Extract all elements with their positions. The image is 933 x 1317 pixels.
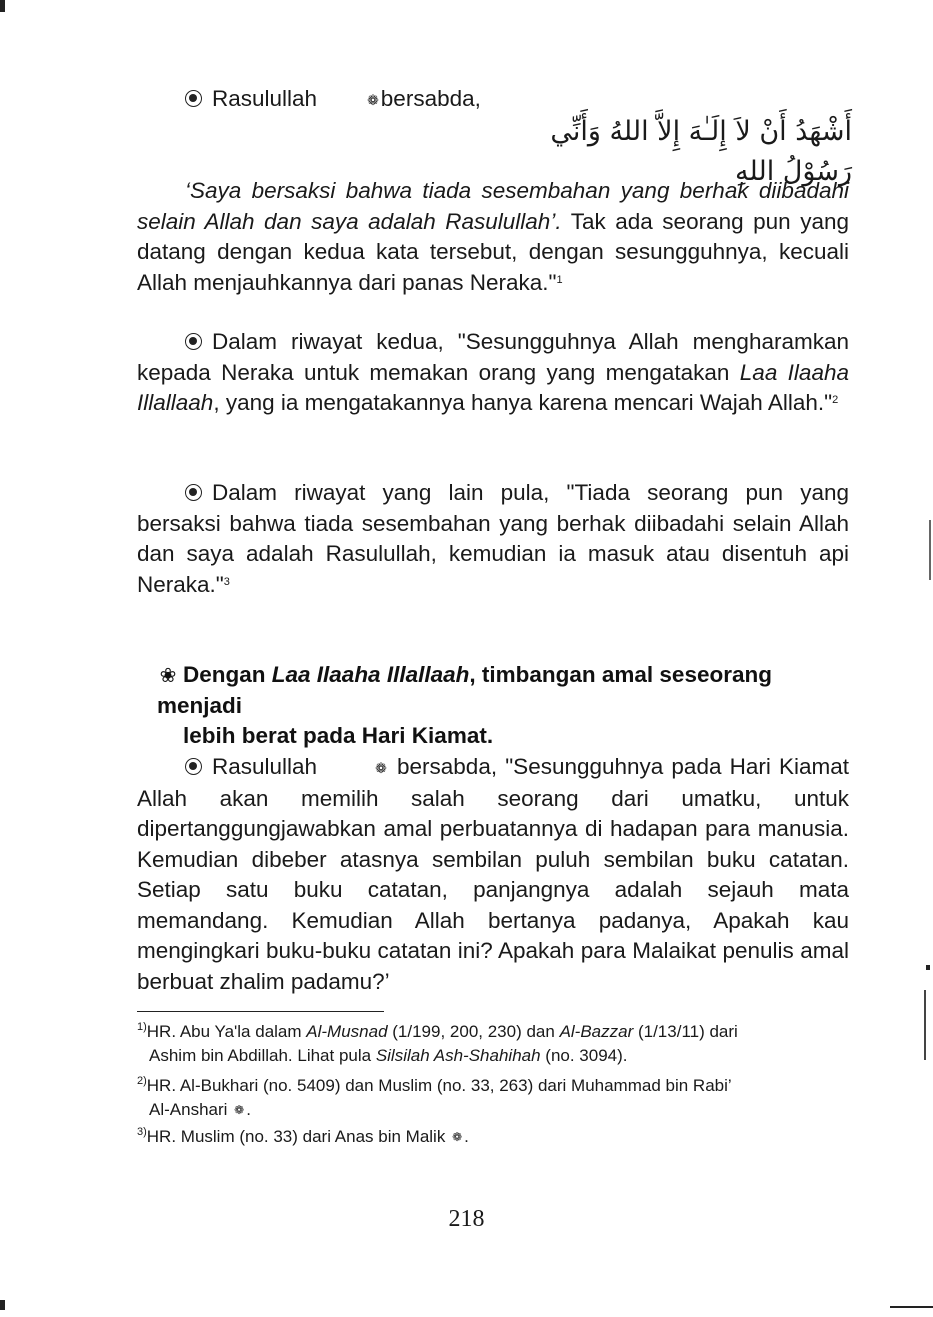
saw-honorific-icon: ❁ [375, 760, 387, 776]
paragraph-text: Tak ada seorang pun yang datang dengan kedua kata tersebut, dengan sesungguhnya, kecuali Allah menjauhkannya dari panas Neraka." [137, 208, 850, 295]
heading-italic: Laa Ilaaha Illallaah [271, 662, 470, 687]
paragraph-text: , yang ia mengatakannya hanya karena mencari Wajah Allah." [213, 390, 833, 415]
scan-mark [890, 1306, 933, 1308]
saw-honorific-icon: ❁ [367, 92, 379, 108]
arabic-shahada: أَشْهَدُ أَنْ لاَ إِلَـٰهَ إِلاَّ اللهُ وَأَنِّي رَسُوْلُ اللهِ [550, 116, 852, 187]
paragraph-shahada-translation [137, 176, 849, 298]
bullet-icon [185, 758, 202, 775]
footnote-divider [137, 1011, 384, 1012]
radhiyallahu-honorific-icon: ❁ [234, 1103, 245, 1117]
footnote-2: $^{2)}$HR. Al-Bukhari (no. 5409) dan Muslim (no. 33, 263) dari Muhammad bin Rabi’ Al-Anshari ❁ . [137, 1074, 852, 1122]
footnote-ref: 3 [223, 575, 230, 588]
paragraph-text: Dalam riwayat kedua, "Sesungguhnya Allah mengharamkan kepada Neraka untuk memakan orang yang mengatakan [137, 329, 849, 385]
bullet-icon [185, 90, 202, 107]
scan-mark [0, 1300, 5, 1310]
footnote-ref: 2 [832, 394, 839, 406]
scan-mark [924, 990, 926, 1060]
scan-mark [929, 520, 931, 580]
page-number: 218 [448, 1206, 485, 1232]
intro-suffix: bersabda, [380, 86, 481, 111]
bullet-icon [185, 333, 202, 350]
scan-mark [926, 965, 930, 970]
bullet-icon [185, 484, 202, 501]
flower-icon: ❀ [159, 665, 177, 687]
paragraph-hadith-kiamat: Rasulullah ❁ bersabda, "Sesungguhnya pada Hari Kiamat Allah akan memilih salah seorang dari umatku, untuk dipertanggungjawabkan amal perbuatannya di hadapan para manusia. Kemudian dibeber atasnya sembilan puluh sembilan buku catatan. Setiap satu buku catatan, panjangnya adalah sejauh mata memandang. Kemudian Allah bertanya padanya, Apakah kau mengingkari buku-buku catatan ini? Apakah para Malaikat penulis amal berbuat zhalim padamu?’ [137, 754, 849, 994]
paragraph-text: Dalam riwayat yang lain pula, "Tiada seorang pun yang bersaksi bahwa tiada sesembahan yang berhak diibadahi selain Allah dan saya adalah Rasulullah, kemudian ia masuk atau disentuh api Neraka." [137, 480, 849, 597]
scan-mark [0, 0, 5, 12]
section-heading: ❀ Dengan Laa Ilaaha Illallaah, timbangan amal seseorang menjadi lebih berat pada Hari Kiamat. [157, 660, 857, 751]
translation-italic: ‘Saya bersaksi bahwa tiada sesembahan yang berhak diibadahi selain Allah dan saya adalah Rasulullah’. [137, 178, 849, 234]
intro-prefix: Rasulullah [212, 86, 318, 111]
paragraph-intro [137, 84, 849, 116]
footnote-ref: 1 [556, 273, 563, 286]
footnote-1: $^{1)}$HR. Abu Ya'la dalam Al-Musnad (1/199, 200, 230) dan Al-Bazzar (1/13/11) dari Ashim bin Abdillah. Lihat pula Silsilah Ash-Shahihah (no. 3094). [137, 1021, 738, 1065]
kalimat-italic: Laa Ilaaha Illallaah [137, 359, 849, 415]
radhiyallahu-honorific-icon: ❁ [452, 1130, 463, 1144]
paragraph-other-narration [137, 478, 849, 600]
footnote-3: $^{3)}$HR. Muslim (no. 33) dari Anas bin Malik ❁ . [137, 1125, 852, 1149]
heading-line-2: lebih berat pada Hari Kiamat. [183, 723, 494, 748]
paragraph-second-narration [137, 327, 849, 419]
paragraph-text: bersabda, "Sesungguhnya pada Hari Kiamat Allah akan memilih salah seorang dari umatku, untuk dipertanggungjawabkan amal perbuatannya di hadapan para manusia. Kemudian dibeber atasnya sembilan puluh sembilan buku catatan. Setiap satu buku catatan, panjangnya adalah sejauh mata memandang. Kemudian Allah bertanya padanya, Apakah kau mengingkari buku-buku catatan ini? Apakah para Malaikat penulis amal berbuat zhalim padamu?’ [137, 754, 849, 994]
